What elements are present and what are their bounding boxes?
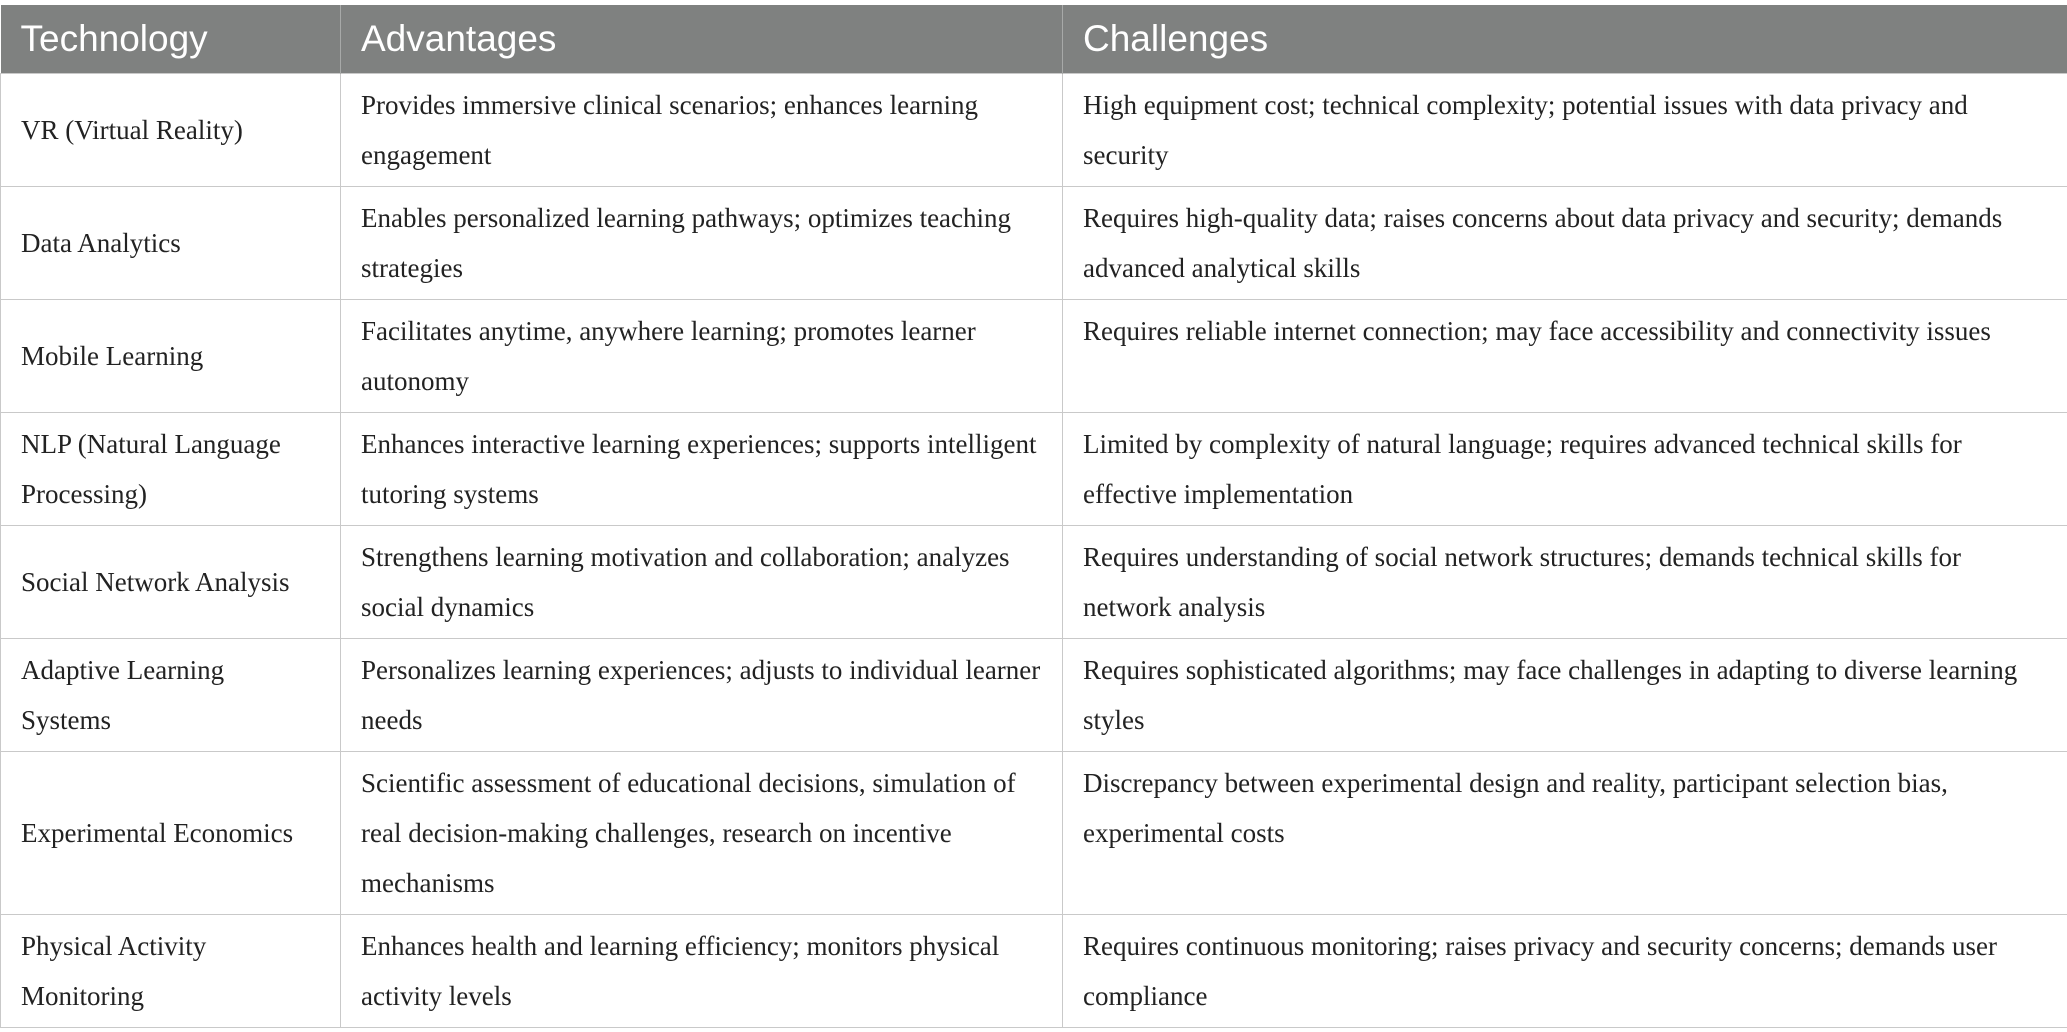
header-row xyxy=(1,5,2067,74)
table-row xyxy=(1,526,2067,639)
table-row xyxy=(1,74,2067,187)
cell-technology: Mobile Learning xyxy=(1,300,341,413)
cell-technology: Social Network Analysis xyxy=(1,526,341,639)
table-row xyxy=(1,300,2067,413)
cell-advantages: Enhances health and learning efficiency; monitors physical activity levels xyxy=(341,915,1063,1028)
table-row xyxy=(1,915,2067,1028)
cell-challenges: Requires continuous monitoring; raises privacy and security concerns; demands user compliance xyxy=(1063,915,2067,1028)
table-body xyxy=(1,74,2067,1028)
cell-advantages: Strengthens learning motivation and collaboration; analyzes social dynamics xyxy=(341,526,1063,639)
header-advantages: Advantages xyxy=(341,5,1063,74)
cell-advantages: Enhances interactive learning experiences; supports intelligent tutoring systems xyxy=(341,413,1063,526)
header-technology: Technology xyxy=(1,5,341,74)
table-row xyxy=(1,752,2067,915)
cell-technology: Physical Activity Monitoring xyxy=(1,915,341,1028)
cell-advantages: Personalizes learning experiences; adjusts to individual learner needs xyxy=(341,639,1063,752)
cell-technology: NLP (Natural Language Processing) xyxy=(1,413,341,526)
cell-technology: Experimental Economics xyxy=(1,752,341,915)
table-row xyxy=(1,413,2067,526)
cell-challenges: Discrepancy between experimental design and reality, participant selection bias, experimental costs xyxy=(1063,752,2067,915)
cell-advantages: Scientific assessment of educational decisions, simulation of real decision-making challenges, research on incentive mechanisms xyxy=(341,752,1063,915)
table-row xyxy=(1,187,2067,300)
header-challenges: Challenges xyxy=(1063,5,2067,74)
table-header xyxy=(1,5,2067,74)
cell-technology: Adaptive Learning Systems xyxy=(1,639,341,752)
cell-technology: Data Analytics xyxy=(1,187,341,300)
cell-challenges: Requires understanding of social network structures; demands technical skills for network analysis xyxy=(1063,526,2067,639)
cell-challenges: Requires sophisticated algorithms; may face challenges in adapting to diverse learning styles xyxy=(1063,639,2067,752)
cell-challenges: Requires reliable internet connection; may face accessibility and connectivity issues xyxy=(1063,300,2067,413)
cell-technology: VR (Virtual Reality) xyxy=(1,74,341,187)
table-row xyxy=(1,639,2067,752)
cell-advantages: Enables personalized learning pathways; optimizes teaching strategies xyxy=(341,187,1063,300)
cell-challenges: High equipment cost; technical complexity; potential issues with data privacy and security xyxy=(1063,74,2067,187)
cell-challenges: Requires high-quality data; raises concerns about data privacy and security; demands advanced analytical skills xyxy=(1063,187,2067,300)
technology-comparison-table xyxy=(0,5,2067,1028)
cell-challenges: Limited by complexity of natural language; requires advanced technical skills for effective implementation xyxy=(1063,413,2067,526)
cell-advantages: Facilitates anytime, anywhere learning; promotes learner autonomy xyxy=(341,300,1063,413)
cell-advantages: Provides immersive clinical scenarios; enhances learning engagement xyxy=(341,74,1063,187)
